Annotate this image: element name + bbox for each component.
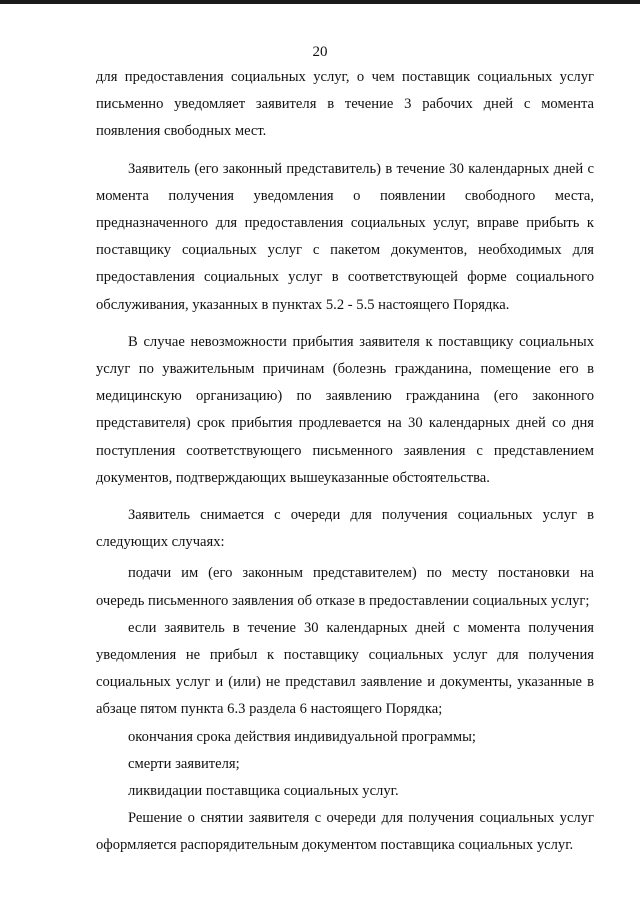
paragraph-extension: В случае невозможности прибытия заявителя к поставщику социальных услуг по уважительным причинам (болезнь гражданина, помещение его в медицинскую организацию) по заявлению гражданина (его законного представителя) срок прибытия продлевается на 30 календарных дней со дня поступления соответствующего письменного заявления с представлением документов, подтверждающих вышеуказанные обстоятельства.	[96, 333, 594, 486]
paragraph-continuation: для предоставления социальных услуг, о чем поставщик социальных услуг письменно уведомляет заявителя в течение 3 рабочих дней с момента появления свободных мест.	[96, 69, 594, 140]
page-number: 20	[312, 44, 328, 60]
document-body	[96, 64, 594, 860]
list-item-death: смерти заявителя;	[128, 755, 240, 772]
list-item-no-arrival: если заявитель в течение 30 календарных дней с момента получения уведомления не прибыл к поставщику социальных услуг для получения социальных услуг и (или) не представил заявление и документы, указанные в абзаце пятом пункта 6.3 раздела 6 настоящего Порядка;	[96, 619, 594, 718]
list-item-liquidation: ликвидации поставщика социальных услуг.	[128, 783, 399, 800]
paragraph-arrival-deadline: Заявитель (его законный представитель) в течение 30 календарных дней с момента получения уведомления о появлении свободного места, предназначенного для предоставления социальных услуг, вправе прибыть к поставщику социальных услуг с пакетом документов, необходимых для предоставления социальных услуг в соответствующей форме социального обслуживания, указанных в пунктах 5.2 - 5.5 настоящего Порядка.	[96, 160, 594, 313]
paragraph-removal-intro: Заявитель снимается с очереди для получения социальных услуг в следующих случаях:	[96, 507, 594, 551]
list-item-program-expiry: окончания срока действия индивидуальной программы;	[128, 728, 476, 745]
list-item-refusal: подачи им (его законным представителем) по месту постановки на очередь письменного заявления об отказе в предоставлении социальных услуг;	[96, 565, 594, 609]
top-border-rule	[0, 0, 640, 4]
paragraph-decision: Решение о снятии заявителя с очереди для получения социальных услуг оформляется распорядительным документом поставщика социальных услуг.	[96, 810, 594, 854]
